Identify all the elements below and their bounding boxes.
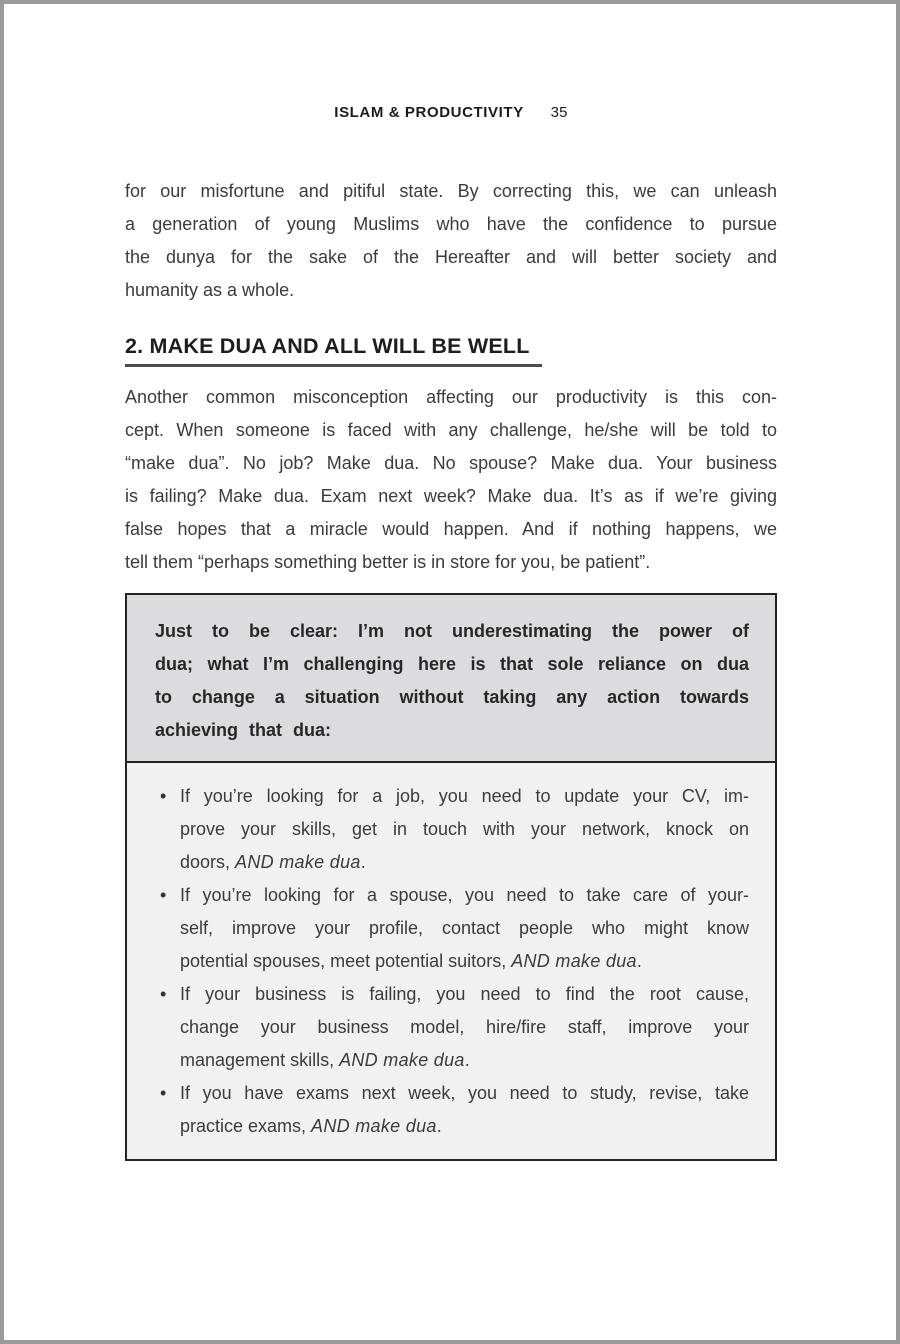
callout-intro [127,595,775,763]
text-line [125,175,777,208]
text-segment: to change a situation without taking any action towards [155,687,749,707]
italic-phrase: AND make dua [339,1050,465,1070]
text-segment: . [636,951,642,971]
bullet-text [180,780,749,879]
text-line [125,241,777,274]
text-line [180,879,749,912]
text-line [125,513,777,546]
text-segment: . [464,1050,470,1070]
text-segment: Another common misconception affecting our productivity is this con- [125,387,777,407]
text-segment: for our misfortune and pitiful state. By correcting this, we can unleash [125,181,777,201]
callout-bullet-item [155,978,749,1077]
bullet-marker-icon: • [160,984,167,1004]
text-segment: If you’re looking for a spouse, you need to take care of your- [180,885,749,905]
text-line [125,274,777,307]
text-segment: practice exams, [180,1116,312,1136]
text-segment: humanity as a whole. [125,280,295,300]
text-line [125,480,777,513]
bullet-marker-icon: • [160,1083,167,1103]
italic-phrase: AND make dua [311,1116,437,1136]
text-line [155,681,749,714]
running-header [125,104,777,121]
page-number: 35 [550,104,568,121]
book-page [4,104,896,1344]
callout-bullet-item [155,780,749,879]
text-line [125,447,777,480]
text-line [180,1044,749,1077]
text-segment: a generation of young Muslims who have the confidence to pursue [125,214,777,234]
bullet-text [180,1077,749,1143]
text-segment: achieving that dua: [155,720,332,740]
text-segment: tell them “perhaps something better is in store for you, be patient”. [125,552,651,572]
italic-phrase: AND make dua [511,951,637,971]
text-line [180,912,749,945]
callout-bullet-item [155,879,749,978]
text-segment: is failing? Make dua. Exam next week? Make dua. It’s as if we’re giving [125,486,777,506]
text-segment: prove your skills, get in touch with your network, knock on [180,819,749,839]
text-line [180,846,749,879]
bullet-marker-icon: • [160,885,167,905]
text-segment: self, improve your profile, contact people who might know [180,918,749,938]
italic-phrase: AND make dua [235,852,361,872]
callout-box [125,593,777,1161]
text-line [155,648,749,681]
bullet-marker-icon: • [160,786,167,806]
text-segment: If you have exams next week, you need to study, revise, take [180,1083,749,1103]
text-line [125,208,777,241]
text-segment: If your business is failing, you need to find the root cause, [180,984,749,1004]
bullet-text [180,879,749,978]
text-segment: management skills, [180,1050,340,1070]
text-line [180,978,749,1011]
text-segment: Just to be clear: I’m not underestimating the power of [155,621,749,641]
book-title: ISLAM & PRODUCTIVITY [334,104,524,121]
text-line [155,714,749,747]
body-paragraph [125,381,777,579]
text-segment: potential spouses, meet potential suitors, [180,951,512,971]
text-line [180,1110,749,1143]
text-line [180,1077,749,1110]
intro-paragraph [125,175,777,307]
text-line [125,546,777,579]
text-segment: the dunya for the sake of the Hereafter and will better society and [125,247,777,267]
text-line [180,813,749,846]
text-line [125,381,777,414]
text-segment: dua; what I’m challenging here is that sole reliance on dua [155,654,749,674]
text-segment: false hopes that a miracle would happen. And if nothing happens, we [125,519,777,539]
bullet-text [180,978,749,1077]
text-segment: doors, [180,852,236,872]
text-segment: . [436,1116,442,1136]
text-segment: . [360,852,366,872]
text-segment: If you’re looking for a job, you need to update your CV, im- [180,786,749,806]
text-segment: “make dua”. No job? Make dua. No spouse? Make dua. Your business [125,453,777,473]
text-line [180,780,749,813]
text-line [180,945,749,978]
callout-bullet-item [155,1077,749,1143]
text-line [180,1011,749,1044]
callout-bullet-list [127,763,775,1159]
section-heading: 2. MAKE DUA AND ALL WILL BE WELL [125,334,542,367]
text-segment: change your business model, hire/fire staff, improve your [180,1017,749,1037]
text-line [155,615,749,648]
text-segment: cept. When someone is faced with any challenge, he/she will be told to [125,420,777,440]
text-line [125,414,777,447]
